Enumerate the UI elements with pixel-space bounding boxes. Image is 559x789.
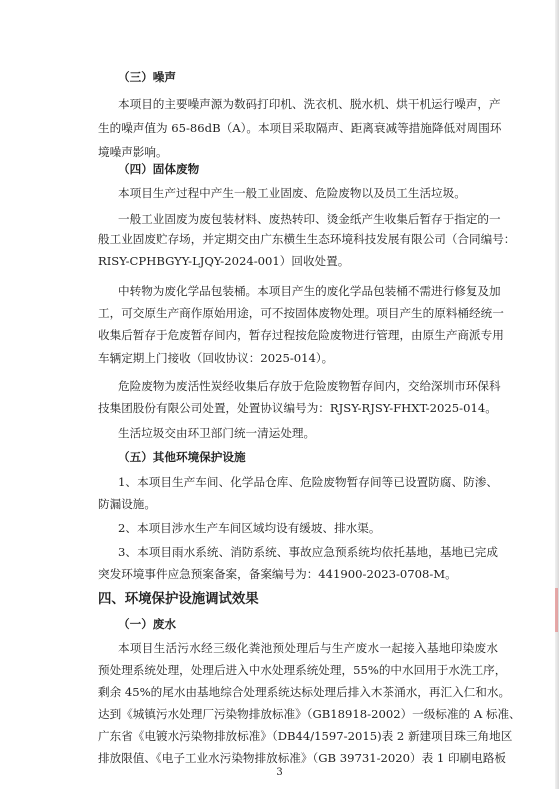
- section-heading-solid-waste: （四）固体废物: [118, 162, 200, 176]
- paragraph-line: 生的噪声值为 65-86dB（A）。本项目采取隔声、距离衰减等措施降低对周围环: [98, 121, 502, 135]
- paragraph-line: 防漏设施。: [98, 497, 156, 511]
- paragraph-line: 剩余 45%的尾水由基地综合处理系统达标处理后排入木茶涌水，再汇入仁和水。: [98, 685, 511, 699]
- section-heading-noise: （三）噪声: [118, 70, 176, 84]
- chapter-heading-debug-results: 四、环境保护设施调试效果: [98, 592, 259, 607]
- paragraph-line: 工，可交原生产商作原始用途，可不按固体废物处理。项目产生的原料桶经统一: [98, 306, 504, 320]
- paragraph-line: 突发环境事件应急预案备案，备案编号为：441900-2023-0708-M。: [98, 567, 457, 581]
- paragraph-line: RISY-CPHBGYY-LJQY-2024-001）回收处置。: [98, 254, 350, 268]
- paragraph-line: 车辆定期上门接收（回收协议：2025-014）。: [98, 351, 334, 365]
- section-heading-wastewater: （一）废水: [118, 617, 176, 631]
- paragraph-line: 排放限值、《电子工业水污染物排放标准》（GB 39731-2020）表 1 印刷电路板: [98, 751, 506, 765]
- paragraph-line: 预处理系统处理，处理后进入中水处理系统处理，55%的中水回用于水洗工序，: [98, 663, 507, 677]
- paragraph-line: 技集团股份有限公司处置，处置协议编号为：RJSY-RJSY-FHXT-2025-014。: [98, 401, 497, 415]
- paragraph-line: 收集后暂存于危废暂存间内，暂存过程按危险废物进行管理，由原生产商派专用: [98, 328, 504, 342]
- paragraph-line: 1、本项目生产车间、化学品仓库、危险废物暂存间等已设置防腐、防渗、: [118, 475, 498, 489]
- paragraph-line: 生活垃圾交由环卫部门统一清运处理。: [118, 426, 316, 440]
- paragraph-line: 广东省《电镀水污染物排放标准》（DB44/1597-2015)表 2 新建项目珠三角地区: [98, 729, 513, 743]
- paragraph-line: 达到《城镇污水处理厂污染物排放标准》（GB18918-2002）一级标准的 A 标准、: [98, 707, 521, 721]
- section-heading-other-facilities: （五）其他环境保护设施: [118, 450, 246, 464]
- paragraph-line: 般工业固废贮存场，并定期交由广东横生生态环境科技发展有限公司（合同编号：: [98, 232, 516, 246]
- paragraph-line: 危险废物为废活性炭经收集后存放于危险废物暂存间内，交给深圳市环保科: [118, 379, 501, 393]
- paragraph-line: 2、本项目涉水生产车间区域均设有缓坡、排水渠。: [118, 521, 381, 535]
- paragraph-line: 3、本项目雨水系统、消防系统、事故应急预系统均依托基地，基地已完成: [118, 545, 498, 559]
- paragraph-line: 本项目的主要噪声源为数码打印机、洗衣机、脱水机、烘干机运行噪声，产: [118, 97, 501, 111]
- paragraph-line: 境噪声影响。: [98, 145, 168, 159]
- page-number: 3: [276, 767, 283, 778]
- paragraph-line: 本项目生产过程中产生一般工业固废、危险废物以及员工生活垃圾。: [118, 186, 466, 200]
- paragraph-line: 一般工业固废为废包装材料、废热转印、烫金纸产生收集后暂存于指定的一: [118, 212, 501, 226]
- paragraph-line: 本项目生活污水经三级化粪池预处理后与生产废水一起接入基地印染废水: [118, 641, 498, 655]
- page-edge: [555, 0, 559, 789]
- paragraph-line: 中转物为废化学品包装桶。本项目产生的废化学品包装桶不需进行修复及加: [118, 284, 501, 298]
- page-edge-mark: [555, 588, 558, 632]
